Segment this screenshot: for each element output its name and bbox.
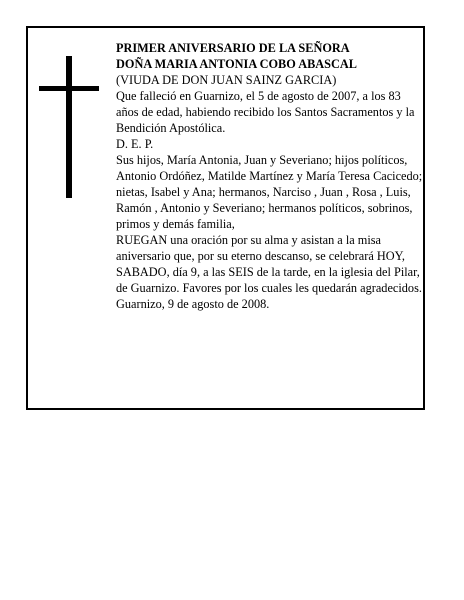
title-line-2: DOÑA MARIA ANTONIA COBO ABASCAL bbox=[116, 57, 357, 71]
latin-cross-icon bbox=[39, 56, 99, 198]
title-line-1: PRIMER ANIVERSARIO DE LA SEÑORA bbox=[116, 41, 350, 55]
cross-vertical-bar bbox=[66, 56, 72, 198]
cross-horizontal-bar bbox=[39, 86, 99, 91]
place-date: Guarnizo, 9 de agosto de 2008. bbox=[116, 297, 270, 311]
family-paragraph: Sus hijos, María Antonia, Juan y Severiano; hijos políticos, Antonio Ordóñez, Matilde Martínez y María Teresa Cacicedo; nietas, Isabel y Ana; hermanos, Narciso , Juan , Rosa , Luis, Ramón , Antonio y Severiano; hermanos políticos, sobrinos, primos y demás familia, bbox=[116, 153, 423, 231]
widow-line: (VIUDA DE DON JUAN SAINZ GARCIA) bbox=[116, 73, 337, 87]
request-paragraph: RUEGAN una oración por su alma y asistan a la misa aniversario que, por su eterno descanso, se celebrará HOY, SABADO, día 9, a las SEIS de la tarde, en la iglesia del Pilar, de Guarnizo. Favores por los cuales les quedarán agradecidos. bbox=[116, 233, 422, 295]
death-paragraph: Que falleció en Guarnizo, el 5 de agosto de 2007, a los 83 años de edad, habiendo recibido los Santos Sacramentos y la Bendición Apostólica. bbox=[116, 89, 415, 135]
notice-text bbox=[116, 40, 424, 312]
obituary-notice bbox=[26, 26, 425, 410]
dep-line: D. E. P. bbox=[116, 137, 154, 151]
